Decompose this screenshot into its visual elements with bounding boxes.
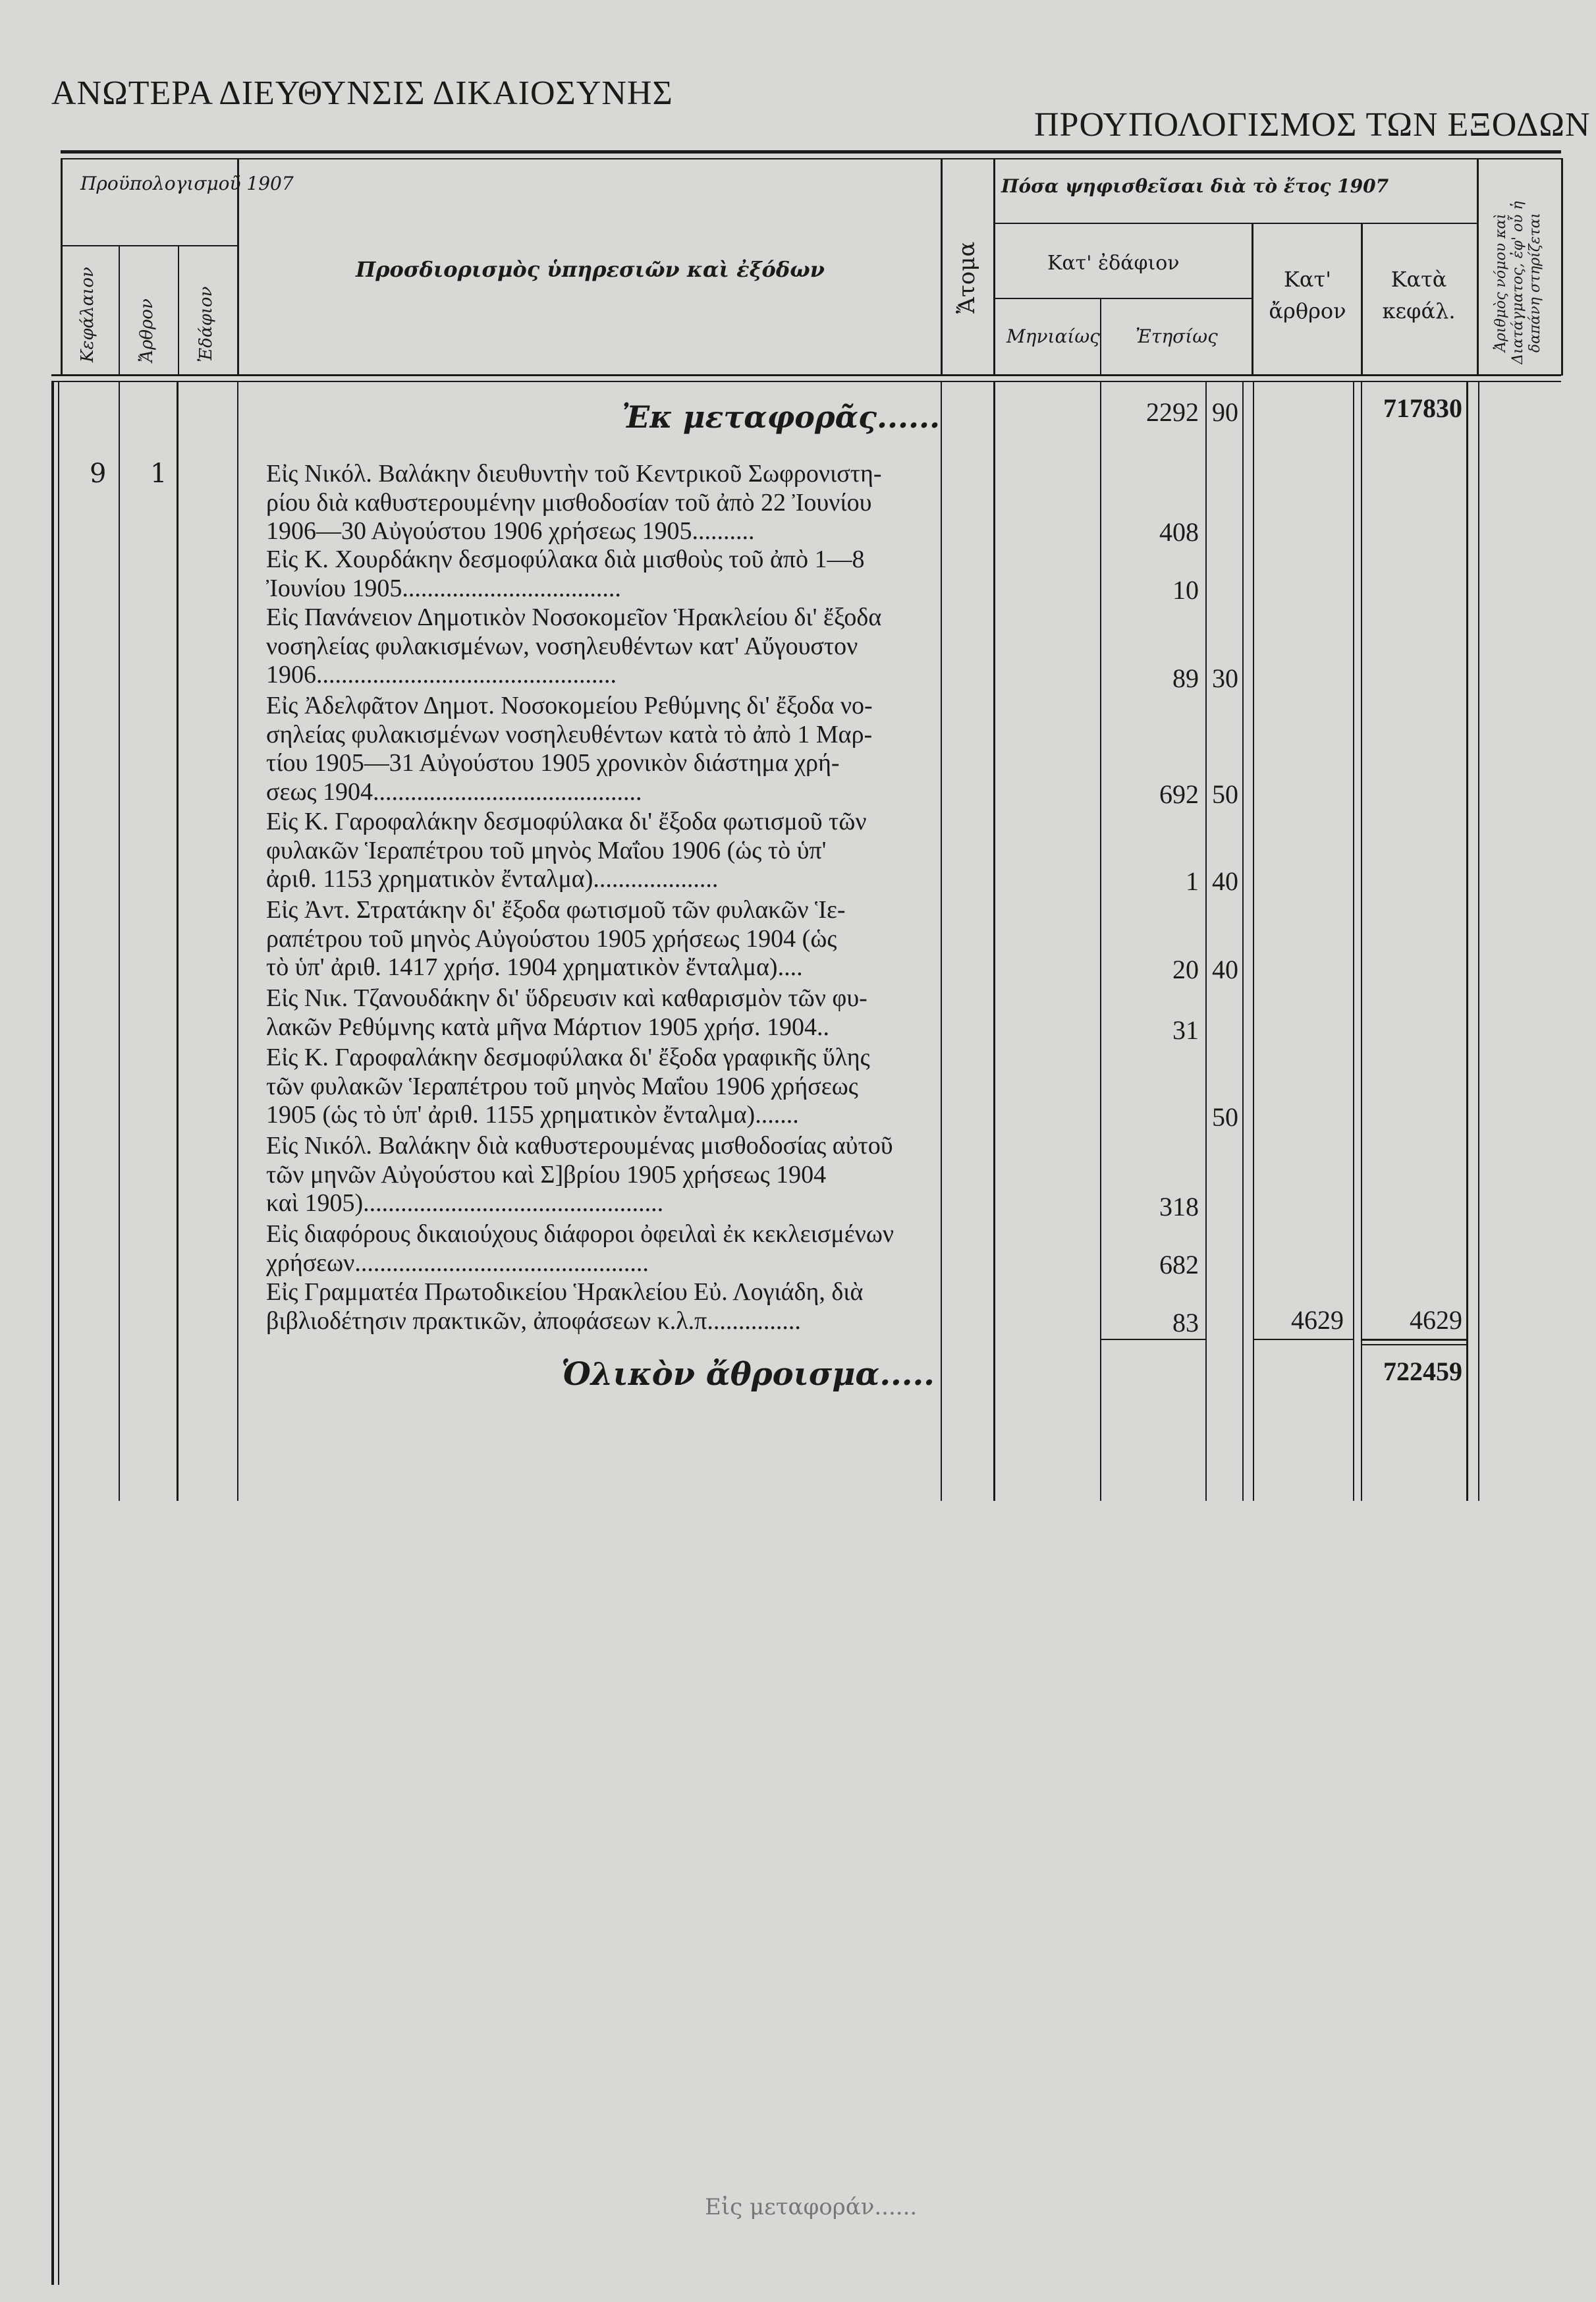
- carried-forward-chapter-total: 717830: [1383, 393, 1462, 423]
- sum-rule: [1254, 1339, 1353, 1340]
- body-col-line: [237, 381, 238, 1501]
- entry-line: ἀριθ. 1153 χρηματικὸν ἔνταλμα)....................: [266, 865, 719, 893]
- sums-group-rule: [993, 223, 1478, 224]
- col-line: [119, 245, 120, 376]
- entry-7-amount: 31: [1172, 1015, 1199, 1045]
- body-col-line: [177, 381, 179, 1501]
- body-col-line: [1466, 381, 1468, 1501]
- sums-group-header: Πόσα ψηφισθεῖσαι διὰ τὸ ἔτος 1907: [1001, 175, 1389, 197]
- entry-line: Εἰς Κ. Γαροφαλάκην δεσμοφύλακα δι' ἔξοδα φωτισμοῦ τῶν: [266, 808, 867, 835]
- entry-1-amount: 408: [1159, 517, 1199, 547]
- entry-4-amount: 692: [1159, 779, 1199, 809]
- entry-8: [266, 1044, 925, 1130]
- description-header: Προσδιορισμὸς ὑπηρεσιῶν καὶ ἐξόδων: [356, 257, 825, 282]
- body-col-line: [1205, 381, 1207, 1501]
- entry-11: [266, 1278, 925, 1335]
- body-col-line: [1253, 381, 1254, 1501]
- entry-line: 1906................................................: [266, 661, 617, 688]
- entry-line: τὸ ὑπ' ἀριθ. 1417 χρήσ. 1904 χρηματικὸν ἔνταλμα)....: [266, 953, 803, 981]
- entry-6-amount: 20: [1172, 955, 1199, 984]
- entry-line: τῶν μηνῶν Αὐγούστου καὶ Σ]βρίου 1905 χρήσεως 1904: [266, 1160, 827, 1189]
- entry-line: λακῶν Ρεθύμνης κατὰ μῆνα Μάρτιον 1905 χρήσ. 1904..: [266, 1013, 830, 1041]
- entry-2: [266, 546, 925, 603]
- col-line: [1100, 298, 1101, 376]
- entry-line: τίου 1905—31 Αὐγούστου 1905 χρονικὸν διάστημα χρή-: [266, 749, 840, 777]
- footer-stamp: Εἰς μεταφοράν......: [705, 2194, 918, 2220]
- sum-rule-thin: [1362, 1344, 1466, 1345]
- chapter-header: Κεφάλαιον: [78, 267, 97, 362]
- entry-4-dec: 50: [1212, 779, 1238, 809]
- entry-5-amount: 1: [1186, 866, 1199, 896]
- body-col-line: [1478, 381, 1479, 1501]
- sum-rule: [1101, 1339, 1205, 1340]
- entry-3-amount: 89: [1172, 663, 1199, 693]
- entry-9-amount: 318: [1159, 1192, 1199, 1221]
- col-line: [1361, 223, 1363, 376]
- col-line: [993, 158, 995, 376]
- entry-line: ρίου διὰ καθυστερουμένην μισθοδοσίαν τοῦ ἀπὸ 22 Ἰουνίου: [266, 488, 872, 517]
- header-bottom-rule-thin: [51, 381, 1561, 382]
- entry-line: Εἰς Ἀντ. Στρατάκην δι' ἔξοδα φωτισμοῦ τῶν φυλακῶν Ἱε-: [266, 896, 846, 924]
- budget-group-label: [80, 173, 294, 194]
- entry-6: [266, 896, 925, 982]
- body-col-line: [51, 381, 54, 2285]
- budget-group-text: Προϋπολογισμοῦ 1907: [80, 173, 294, 194]
- entry-line: Εἰς Πανάνειον Δημοτικὸν Νοσοκομεῖον Ἡρακλείου δι' ἔξοδα: [266, 604, 882, 631]
- article-header: Ἄρθρον: [137, 298, 157, 362]
- entry-line: Εἰς Νικόλ. Βαλάκην διευθυντὴν τοῦ Κεντρικοῦ Σωφρονιστη-: [266, 460, 882, 488]
- sum-rule: [1362, 1339, 1466, 1341]
- entry-line: νοσηλείας φυλακισμένων, νοσηλευθέντων κατ' Αὔγουστον: [266, 632, 858, 660]
- body-col-line: [1353, 381, 1354, 1501]
- chapter-code: 9: [90, 459, 107, 489]
- carried-forward-label: Ἐκ μεταφορᾶς......: [622, 399, 941, 435]
- department-title: ΑΝΩΤΕΡΑ ΔΙΕΥΘΥΝΣΙΣ ΔΙΚΑΙΟΣΥΝΗΣ: [51, 74, 673, 112]
- entry-6-dec: 40: [1212, 955, 1238, 984]
- entry-3-dec: 30: [1212, 663, 1238, 693]
- entry-line: σεως 1904...........................................: [266, 777, 642, 806]
- entry-line: καὶ 1905)................................................: [266, 1189, 664, 1217]
- entry-4: [266, 692, 925, 806]
- carried-forward-dec: 90: [1212, 397, 1238, 427]
- per-paragraph-rule: [993, 298, 1252, 299]
- entry-line: φυλακῶν Ἱεραπέτρου τοῦ μηνὸς Μαΐου 1906 (ὡς τὸ ὑπ': [266, 836, 827, 864]
- entry-5: [266, 808, 925, 894]
- persons-header: Ἄτομα: [954, 241, 980, 314]
- yearly-header: Ἐτησίως: [1136, 325, 1218, 347]
- entry-line: Εἰς διαφόρους δικαιούχους διάφοροι ὀφειλαὶ ἐκ κεκλεισμένων: [266, 1220, 894, 1248]
- col-line: [1561, 158, 1563, 376]
- entry-line: Εἰς Ἀδελφᾶτον Δημοτ. Νοσοκομείου Ρεθύμνης δι' ἔξοδα νο-: [266, 692, 873, 719]
- body-col-line: [941, 381, 942, 1501]
- entry-10-amount: 682: [1159, 1250, 1199, 1279]
- entry-line: Ἰουνίου 1905...................................: [266, 574, 621, 602]
- entry-line: Εἰς Γραμματέα Πρωτοδικείου Ἡρακλείου Εὐ. Λογιάδη, διὰ: [266, 1278, 864, 1306]
- col-line: [178, 245, 179, 376]
- entry-line: 1905 (ὡς τὸ ὑπ' ἀριθ. 1155 χρηματικὸν ἔνταλμα).......: [266, 1101, 799, 1129]
- entry-5-dec: 40: [1212, 866, 1238, 896]
- per-paragraph-header: Κατ' ἐδάφιον: [1047, 252, 1180, 275]
- entry-line: Εἰς Κ. Χουρδάκην δεσμοφύλακα διὰ μισθοὺς τοῦ ἀπὸ 1—8: [266, 546, 865, 573]
- body-col-line: [119, 381, 120, 1501]
- body-col-line: [58, 381, 59, 2285]
- entry-line: σηλείας φυλακισμένων νοσηλευθέντων κατὰ τὸ ἀπὸ 1 Μαρ-: [266, 720, 873, 748]
- entry-line: Εἰς Νικόλ. Βαλάκην διὰ καθυστερουμένας μισθοδοσίας αὐτοῦ: [266, 1132, 893, 1160]
- per-article-header: Κατ' ἄρθρον: [1269, 267, 1346, 323]
- entry-2-amount: 10: [1172, 575, 1199, 605]
- entry-1: [266, 460, 925, 546]
- budget-title: ΠΡΟΥΠΟΛΟΓΙΣΜΟΣ ΤΩΝ ΕΞΟΔΩΝ: [1034, 106, 1591, 144]
- budget-group-rule: [61, 245, 238, 246]
- grand-total-label: Ὁλικὸν ἄθροισμα.....: [561, 1356, 935, 1393]
- grand-total-amount: 722459: [1383, 1357, 1462, 1386]
- entry-line: 1906—30 Αὐγούστου 1906 χρήσεως 1905..........: [266, 517, 755, 545]
- header-bottom-rule: [51, 374, 1561, 376]
- col-line: [1477, 158, 1479, 376]
- body-col-line: [1100, 381, 1101, 1501]
- top-rule-thin: [61, 158, 1561, 159]
- paragraph-header: Ἐδάφιον: [196, 286, 216, 362]
- entry-9: [266, 1132, 925, 1218]
- carried-forward-amount: 2292: [1146, 397, 1199, 427]
- entry-line: Εἰς Κ. Γαροφαλάκην δεσμοφύλακα δι' ἔξοδα γραφικῆς ὕλης: [266, 1044, 870, 1071]
- body-col-line: [993, 381, 995, 1501]
- entry-3: [266, 604, 925, 690]
- body-col-line: [1242, 381, 1244, 1501]
- entry-7: [266, 984, 925, 1042]
- col-line: [941, 158, 943, 376]
- entry-line: χρήσεων...............................................: [266, 1249, 649, 1277]
- body-col-line: [1361, 381, 1362, 1501]
- entry-line: Εἰς Νικ. Τζανουδάκην δι' ὕδρευσιν καὶ καθαρισμὸν τῶν φυ-: [266, 984, 867, 1012]
- law-number-header: Ἀριθμὸς νόμου καὶ Διατάγματος, ἐφ' οὗ ἡ δαπάνη στηρίζεται: [1493, 201, 1543, 364]
- per-chapter-header: Κατὰ κεφάλ.: [1382, 267, 1456, 323]
- article-total: 4629: [1291, 1305, 1344, 1335]
- entry-8-dec: 50: [1212, 1102, 1238, 1132]
- monthly-header: Μηνιαίως: [1006, 325, 1100, 347]
- entry-line: βιβλιοδέτησιν πρακτικῶν, ἀποφάσεων κ.λ.π...............: [266, 1306, 801, 1335]
- entry-line: ραπέτρου τοῦ μηνὸς Αὐγούστου 1905 χρήσεως 1904 (ὡς: [266, 924, 837, 953]
- entry-line: τῶν φυλακῶν Ἱεραπέτρου τοῦ μηνὸς Μαΐου 1906 χρήσεως: [266, 1072, 858, 1100]
- col-line: [61, 158, 63, 376]
- article-code: 1: [150, 459, 167, 489]
- entry-11-amount: 83: [1172, 1308, 1199, 1337]
- entry-10: [266, 1220, 925, 1277]
- col-line: [1252, 223, 1253, 376]
- chapter-total: 4629: [1410, 1305, 1462, 1335]
- top-rule: [61, 150, 1561, 154]
